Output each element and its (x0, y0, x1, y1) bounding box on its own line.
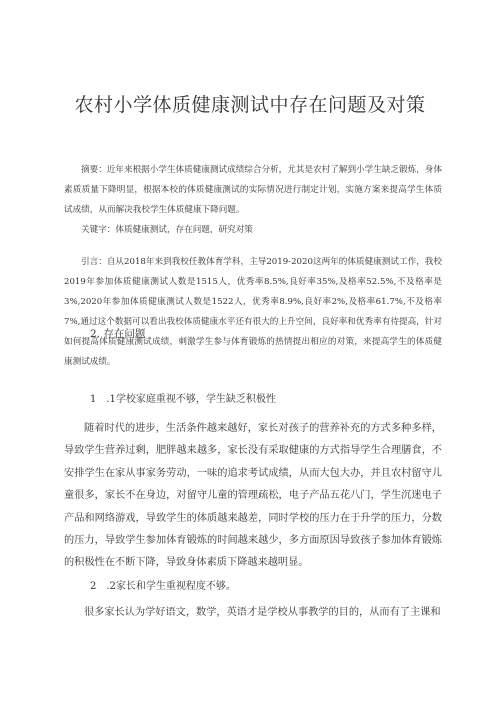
section-heading: 2. 存在问题 (90, 328, 146, 340)
keywords-paragraph (64, 220, 442, 240)
abstract-paragraph (64, 160, 442, 220)
abstract-text: 摘要：近年来根据小学生体质健康测试成绩综合分析，尤其是农村了解到小学生缺乏锻炼，身体素质质量下降明显，根据本校的体质健康测试的实际情况进行制定计划，实施方案来提高学生体质试成绩，从而解决我校学生体质健康下降问题。 (64, 165, 442, 215)
body-paragraph-2-text: 很多家长认为学好语文，数学，英语才是学校从事教学的目的，从而有了主课和 (84, 607, 441, 618)
intro-paragraph (64, 252, 442, 372)
body-paragraph-1 (64, 418, 442, 575)
body-paragraph-2 (64, 602, 442, 624)
keywords-text: 关键字：体质健康测试，存在问题，研究对策 (81, 225, 253, 235)
intro-text: 引言：自从2018年来到我校任教体育学科，主导2019-2020这两年的体质健康测试工作，我校2019年参加体质健康测试人数是1515人，优秀率8.5%,良好率35%,及格率52.5%,不及格率是3%,2020年参加体质健康测试人数是1522人，优秀率8.9%,良好率2%,及格率61.7%,不及格率7%,通过这个数据可以看出我校体质健康水平还有很大的上升空间，良好率和优秀率有待提高，针对如何提高体质健康测试成绩，刺激学生参与体育锻炼的热情提出相应的对策，来提高学生的体质健康测试成绩。 (64, 257, 442, 367)
body-paragraph-1-text: 随着时代的进步，生活条件越来越好，家长对孩子的营养补充的方式多种多样，导致学生营养过剩，肥胖越来越多，家长没有采取健康的方式指导学生合理膳食，不安排学生在家从事家务劳动，一味的追求考试成绩，从而大包大办，并且农村留守儿童很多，家长不在身边，对留守儿童的管理疏松，电子产品五花八门，学生沉迷电子产品和网络游戏，导致学生的体质越来越差，同时学校的压力在于升学的压力，分数的压力，导致学生参加体育锻炼的时间越来越少，多方面原因导致孩子参加体育锻炼的积极性在不断下降，导致身体素质下降越来越明显。 (64, 423, 442, 569)
subsection-heading-2: 2 .2家长和学生重视程度不够。 (90, 581, 236, 592)
subsection-heading-1: 1 .1学校家庭重视不够，学生缺乏积极性 (90, 394, 276, 405)
document-title: 农村小学体质健康测试中存在问题及对策 (74, 94, 426, 116)
